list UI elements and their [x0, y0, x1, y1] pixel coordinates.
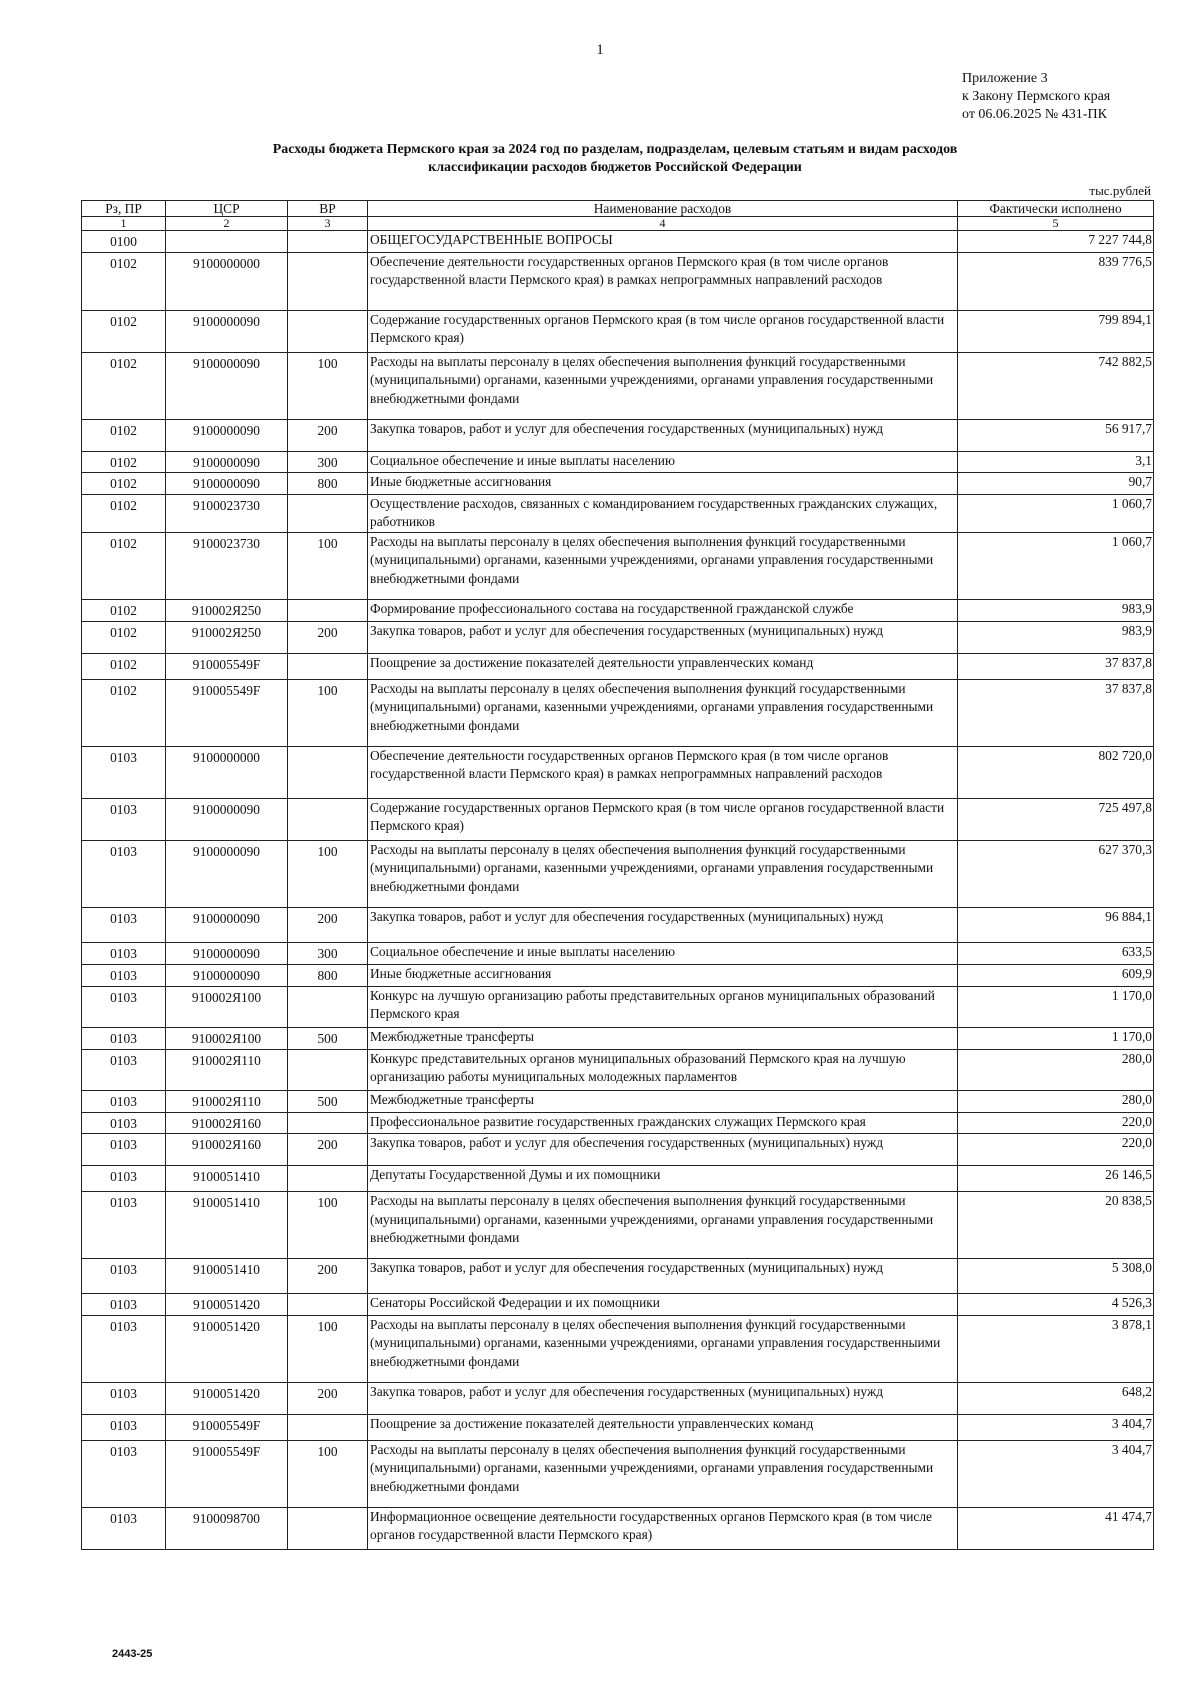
appendix-note: [962, 70, 1110, 124]
row-vr: 200: [288, 1382, 368, 1414]
row-name: ОБЩЕГОСУДАРСТВЕННЫЕ ВОПРОСЫ: [368, 231, 958, 253]
row-vr: [288, 1294, 368, 1316]
row-vr: [288, 1112, 368, 1134]
row-amount: 20 838,5: [958, 1192, 1154, 1259]
row-name: Информационное освещение деятельности государственных органов Пермского края (в том числе органов государственной власти Пермского края): [368, 1507, 958, 1549]
row-rz-pr: 0102: [82, 653, 166, 679]
header-number-4: 4: [368, 217, 958, 231]
appendix-line-2: к Закону Пермского края: [962, 89, 1111, 104]
row-rz-pr: 0103: [82, 1090, 166, 1112]
unit-label: тыс.рублей: [1089, 183, 1151, 198]
table-row: [82, 746, 1154, 798]
row-amount: 96 884,1: [958, 907, 1154, 942]
row-vr: 200: [288, 1134, 368, 1166]
row-vr: [288, 494, 368, 532]
row-rz-pr: 0103: [82, 1112, 166, 1134]
table-row: [82, 1049, 1154, 1090]
row-csr: 9100098700: [166, 1507, 288, 1549]
row-rz-pr: 0103: [82, 1382, 166, 1414]
row-amount: 802 720,0: [958, 746, 1154, 798]
row-rz-pr: 0103: [82, 840, 166, 907]
row-csr: 9100000090: [166, 907, 288, 942]
row-name: Расходы на выплаты персоналу в целях обеспечения выполнения функций государственными (муниципальными) органами, казенными учреждениями, органами управления государственными внебюджетными фондами: [368, 352, 958, 419]
table-row: [82, 310, 1154, 352]
row-csr: 9100000090: [166, 473, 288, 495]
row-amount: 742 882,5: [958, 352, 1154, 419]
row-name: Расходы на выплаты персоналу в целях обеспечения выполнения функций государственными (муниципальными) органами, казенными учреждениями, органами управления государственными внебюджетными фондами: [368, 840, 958, 907]
row-amount: 3 404,7: [958, 1440, 1154, 1507]
table-row: [82, 1259, 1154, 1294]
table-row: [82, 942, 1154, 964]
row-rz-pr: 0103: [82, 1294, 166, 1316]
row-csr: 9100051420: [166, 1294, 288, 1316]
row-csr: 9100051420: [166, 1315, 288, 1382]
row-name: Закупка товаров, работ и услуг для обеспечения государственных (муниципальных) нужд: [368, 1134, 958, 1166]
expenditure-table: [81, 200, 1154, 1550]
row-amount: 5 308,0: [958, 1259, 1154, 1294]
row-rz-pr: 0102: [82, 473, 166, 495]
row-name: Обеспечение деятельности государственных органов Пермского края (в том числе органов государственной власти Пермского края) в рамках непрограммных направлений расходов: [368, 746, 958, 798]
row-rz-pr: 0102: [82, 310, 166, 352]
row-vr: [288, 1166, 368, 1192]
row-amount: 983,9: [958, 599, 1154, 621]
row-name: Межбюджетные трансферты: [368, 1027, 958, 1049]
row-name: Иные бюджетные ассигнования: [368, 964, 958, 986]
row-amount: 983,9: [958, 621, 1154, 653]
table-header-numbers-row: [82, 217, 1154, 231]
table-row: [82, 1382, 1154, 1414]
row-csr: 9100000000: [166, 746, 288, 798]
table-row: [82, 494, 1154, 532]
row-vr: [288, 1507, 368, 1549]
row-rz-pr: 0103: [82, 1259, 166, 1294]
row-rz-pr: 0103: [82, 907, 166, 942]
row-amount: 799 894,1: [958, 310, 1154, 352]
header-number-3: 3: [288, 217, 368, 231]
row-amount: 627 370,3: [958, 840, 1154, 907]
row-amount: 26 146,5: [958, 1166, 1154, 1192]
page-number: 1: [596, 42, 604, 58]
row-name: Обеспечение деятельности государственных органов Пермского края (в том числе органов государственной власти Пермского края) в рамках непрограммных направлений расходов: [368, 252, 958, 310]
row-amount: 648,2: [958, 1382, 1154, 1414]
row-csr: 910002Я110: [166, 1090, 288, 1112]
table-row: [82, 964, 1154, 986]
table-body: [82, 231, 1154, 1550]
table-row: [82, 907, 1154, 942]
row-amount: 280,0: [958, 1090, 1154, 1112]
row-amount: 633,5: [958, 942, 1154, 964]
table-row: [82, 252, 1154, 310]
row-rz-pr: 0102: [82, 419, 166, 451]
row-name: Расходы на выплаты персоналу в целях обеспечения выполнения функций государственными (муниципальными) органами, казенными учреждениями, органами управления государственными внебюджетными фондами: [368, 1440, 958, 1507]
row-amount: 1 060,7: [958, 532, 1154, 599]
header-csr: ЦСР: [166, 201, 288, 217]
row-vr: 200: [288, 1259, 368, 1294]
footer-code: 2443-25: [112, 1648, 153, 1660]
row-vr: 100: [288, 1440, 368, 1507]
table-row: [82, 352, 1154, 419]
row-name: Иные бюджетные ассигнования: [368, 473, 958, 495]
row-rz-pr: 0100: [82, 231, 166, 253]
document-title: [150, 141, 1080, 177]
header-name: Наименование расходов: [368, 201, 958, 217]
row-csr: 9100000090: [166, 419, 288, 451]
row-name: Закупка товаров, работ и услуг для обеспечения государственных (муниципальных) нужд: [368, 419, 958, 451]
row-rz-pr: 0103: [82, 1027, 166, 1049]
row-vr: 100: [288, 532, 368, 599]
title-line-1: Расходы бюджета Пермского края за 2024 год по разделам, подразделам, целевым статьям и видам расходов: [272, 142, 958, 157]
row-name: Содержание государственных органов Пермского края (в том числе органов государственной власти Пермского края): [368, 310, 958, 352]
table-row: [82, 473, 1154, 495]
appendix-line-3: от 06.06.2025 № 431-ПК: [962, 107, 1107, 122]
row-vr: 500: [288, 1027, 368, 1049]
header-vr: ВР: [288, 201, 368, 217]
row-name: Расходы на выплаты персоналу в целях обеспечения выполнения функций государственными (муниципальными) органами, казенными учреждениями, органами управления государственными внебюджетными фондами: [368, 679, 958, 746]
row-name: Поощрение за достижение показателей деятельности управленческих команд: [368, 1414, 958, 1440]
row-vr: 300: [288, 942, 368, 964]
table-row: [82, 1440, 1154, 1507]
row-csr: 9100051420: [166, 1382, 288, 1414]
row-csr: 9100051410: [166, 1259, 288, 1294]
row-vr: 800: [288, 473, 368, 495]
row-rz-pr: 0102: [82, 451, 166, 473]
table-row: [82, 840, 1154, 907]
table-row: [82, 1294, 1154, 1316]
row-csr: 9100000090: [166, 964, 288, 986]
row-name: Конкурс представительных органов муниципальных образований Пермского края на лучшую организацию работы муниципальных молодежных парламентов: [368, 1049, 958, 1090]
table-row: [82, 231, 1154, 253]
row-amount: 220,0: [958, 1134, 1154, 1166]
row-rz-pr: 0103: [82, 1192, 166, 1259]
row-rz-pr: 0103: [82, 986, 166, 1027]
row-vr: 100: [288, 1192, 368, 1259]
table-row: [82, 451, 1154, 473]
row-amount: 37 837,8: [958, 679, 1154, 746]
row-csr: 910005549F: [166, 1414, 288, 1440]
row-csr: 9100000090: [166, 942, 288, 964]
row-rz-pr: 0102: [82, 494, 166, 532]
row-csr: 910002Я110: [166, 1049, 288, 1090]
row-rz-pr: 0103: [82, 1440, 166, 1507]
row-rz-pr: 0102: [82, 252, 166, 310]
row-vr: [288, 252, 368, 310]
row-name: Формирование профессионального состава на государственной гражданской службе: [368, 599, 958, 621]
table-row: [82, 1507, 1154, 1549]
row-vr: 100: [288, 840, 368, 907]
row-rz-pr: 0102: [82, 621, 166, 653]
table-row: [82, 1090, 1154, 1112]
row-name: Расходы на выплаты персоналу в целях обеспечения выполнения функций государственными (муниципальными) органами, казенными учреждениями, органами управления государственныими внебюджетными фондами: [368, 1315, 958, 1382]
row-csr: 9100000090: [166, 798, 288, 840]
row-csr: 9100000090: [166, 352, 288, 419]
row-amount: 1 170,0: [958, 1027, 1154, 1049]
row-csr: 9100023730: [166, 494, 288, 532]
row-vr: [288, 231, 368, 253]
row-vr: 500: [288, 1090, 368, 1112]
row-csr: 910005549F: [166, 1440, 288, 1507]
row-name: Закупка товаров, работ и услуг для обеспечения государственных (муниципальных) нужд: [368, 621, 958, 653]
row-rz-pr: 0102: [82, 599, 166, 621]
table-row: [82, 986, 1154, 1027]
row-amount: 4 526,3: [958, 1294, 1154, 1316]
row-amount: 37 837,8: [958, 653, 1154, 679]
row-name: Закупка товаров, работ и услуг для обеспечения государственных (муниципальных) нужд: [368, 1259, 958, 1294]
row-rz-pr: 0102: [82, 532, 166, 599]
table-row: [82, 599, 1154, 621]
row-amount: 1 060,7: [958, 494, 1154, 532]
row-amount: 3 404,7: [958, 1414, 1154, 1440]
row-vr: 100: [288, 679, 368, 746]
row-csr: 910002Я100: [166, 1027, 288, 1049]
row-rz-pr: 0103: [82, 1049, 166, 1090]
row-vr: 200: [288, 907, 368, 942]
table-row: [82, 1027, 1154, 1049]
row-name: Расходы на выплаты персоналу в целях обеспечения выполнения функций государственными (муниципальными) органами, казенными учреждениями, органами управления государственными внебюджетными фондами: [368, 532, 958, 599]
table-row: [82, 679, 1154, 746]
row-vr: [288, 986, 368, 1027]
table-row: [82, 653, 1154, 679]
row-name: Закупка товаров, работ и услуг для обеспечения государственных (муниципальных) нужд: [368, 1382, 958, 1414]
header-number-1: 1: [82, 217, 166, 231]
row-csr: 910002Я250: [166, 621, 288, 653]
row-rz-pr: 0102: [82, 679, 166, 746]
row-vr: 100: [288, 1315, 368, 1382]
table-row: [82, 1414, 1154, 1440]
row-csr: 910002Я160: [166, 1112, 288, 1134]
table-row: [82, 1192, 1154, 1259]
row-rz-pr: 0102: [82, 352, 166, 419]
row-csr: 9100000000: [166, 252, 288, 310]
row-amount: 609,9: [958, 964, 1154, 986]
row-amount: 725 497,8: [958, 798, 1154, 840]
header-amount: Фактически исполнено: [958, 201, 1154, 217]
header-rz-pr: Рз, ПР: [82, 201, 166, 217]
row-csr: 9100051410: [166, 1192, 288, 1259]
row-vr: 100: [288, 352, 368, 419]
header-number-5: 5: [958, 217, 1154, 231]
row-amount: 3,1: [958, 451, 1154, 473]
row-name: Содержание государственных органов Пермского края (в том числе органов государственной власти Пермского края): [368, 798, 958, 840]
row-name: Депутаты Государственной Думы и их помощники: [368, 1166, 958, 1192]
row-csr: 910002Я100: [166, 986, 288, 1027]
table-row: [82, 1112, 1154, 1134]
row-rz-pr: 0103: [82, 1507, 166, 1549]
row-name: Поощрение за достижение показателей деятельности управленческих команд: [368, 653, 958, 679]
row-vr: [288, 1049, 368, 1090]
row-csr: 910005549F: [166, 653, 288, 679]
row-vr: 300: [288, 451, 368, 473]
row-name: Осуществление расходов, связанных с командированием государственных гражданских служащих, работников: [368, 494, 958, 532]
row-rz-pr: 0103: [82, 1134, 166, 1166]
row-vr: [288, 746, 368, 798]
row-vr: 200: [288, 419, 368, 451]
row-vr: [288, 1414, 368, 1440]
row-csr: 9100051410: [166, 1166, 288, 1192]
row-rz-pr: 0103: [82, 1166, 166, 1192]
row-vr: [288, 798, 368, 840]
row-vr: [288, 310, 368, 352]
row-csr: 9100000090: [166, 840, 288, 907]
row-rz-pr: 0103: [82, 798, 166, 840]
row-vr: [288, 599, 368, 621]
row-name: Конкурс на лучшую организацию работы представительных органов муниципальных образований Пермского края: [368, 986, 958, 1027]
table-row: [82, 798, 1154, 840]
row-csr: [166, 231, 288, 253]
table-row: [82, 532, 1154, 599]
row-csr: 9100000090: [166, 310, 288, 352]
row-csr: 9100000090: [166, 451, 288, 473]
table-row: [82, 419, 1154, 451]
row-vr: 800: [288, 964, 368, 986]
row-csr: 910005549F: [166, 679, 288, 746]
row-name: Профессиональное развитие государственных гражданских служащих Пермского края: [368, 1112, 958, 1134]
row-rz-pr: 0103: [82, 746, 166, 798]
row-name: Закупка товаров, работ и услуг для обеспечения государственных (муниципальных) нужд: [368, 907, 958, 942]
row-amount: 839 776,5: [958, 252, 1154, 310]
row-name: Расходы на выплаты персоналу в целях обеспечения выполнения функций государственными (муниципальными) органами, казенными учреждениями, органами управления государственными внебюджетными фондами: [368, 1192, 958, 1259]
row-name: Социальное обеспечение и иные выплаты населению: [368, 451, 958, 473]
row-csr: 910002Я250: [166, 599, 288, 621]
title-line-2: классификации расходов бюджетов Российской Федерации: [428, 160, 802, 175]
row-amount: 7 227 744,8: [958, 231, 1154, 253]
row-amount: 41 474,7: [958, 1507, 1154, 1549]
row-rz-pr: 0103: [82, 942, 166, 964]
row-amount: 1 170,0: [958, 986, 1154, 1027]
table-row: [82, 1166, 1154, 1192]
row-amount: 90,7: [958, 473, 1154, 495]
table-row: [82, 1134, 1154, 1166]
row-name: Межбюджетные трансферты: [368, 1090, 958, 1112]
row-vr: 200: [288, 621, 368, 653]
row-rz-pr: 0103: [82, 1414, 166, 1440]
row-csr: 9100023730: [166, 532, 288, 599]
row-amount: 56 917,7: [958, 419, 1154, 451]
row-rz-pr: 0103: [82, 964, 166, 986]
header-number-2: 2: [166, 217, 288, 231]
row-amount: 280,0: [958, 1049, 1154, 1090]
row-amount: 3 878,1: [958, 1315, 1154, 1382]
row-name: Социальное обеспечение и иные выплаты населению: [368, 942, 958, 964]
row-name: Сенаторы Российской Федерации и их помощники: [368, 1294, 958, 1316]
table-row: [82, 1315, 1154, 1382]
row-amount: 220,0: [958, 1112, 1154, 1134]
row-vr: [288, 653, 368, 679]
table-row: [82, 621, 1154, 653]
row-rz-pr: 0103: [82, 1315, 166, 1382]
table-header-row: [82, 201, 1154, 217]
appendix-line-1: Приложение 3: [962, 71, 1048, 86]
row-csr: 910002Я160: [166, 1134, 288, 1166]
